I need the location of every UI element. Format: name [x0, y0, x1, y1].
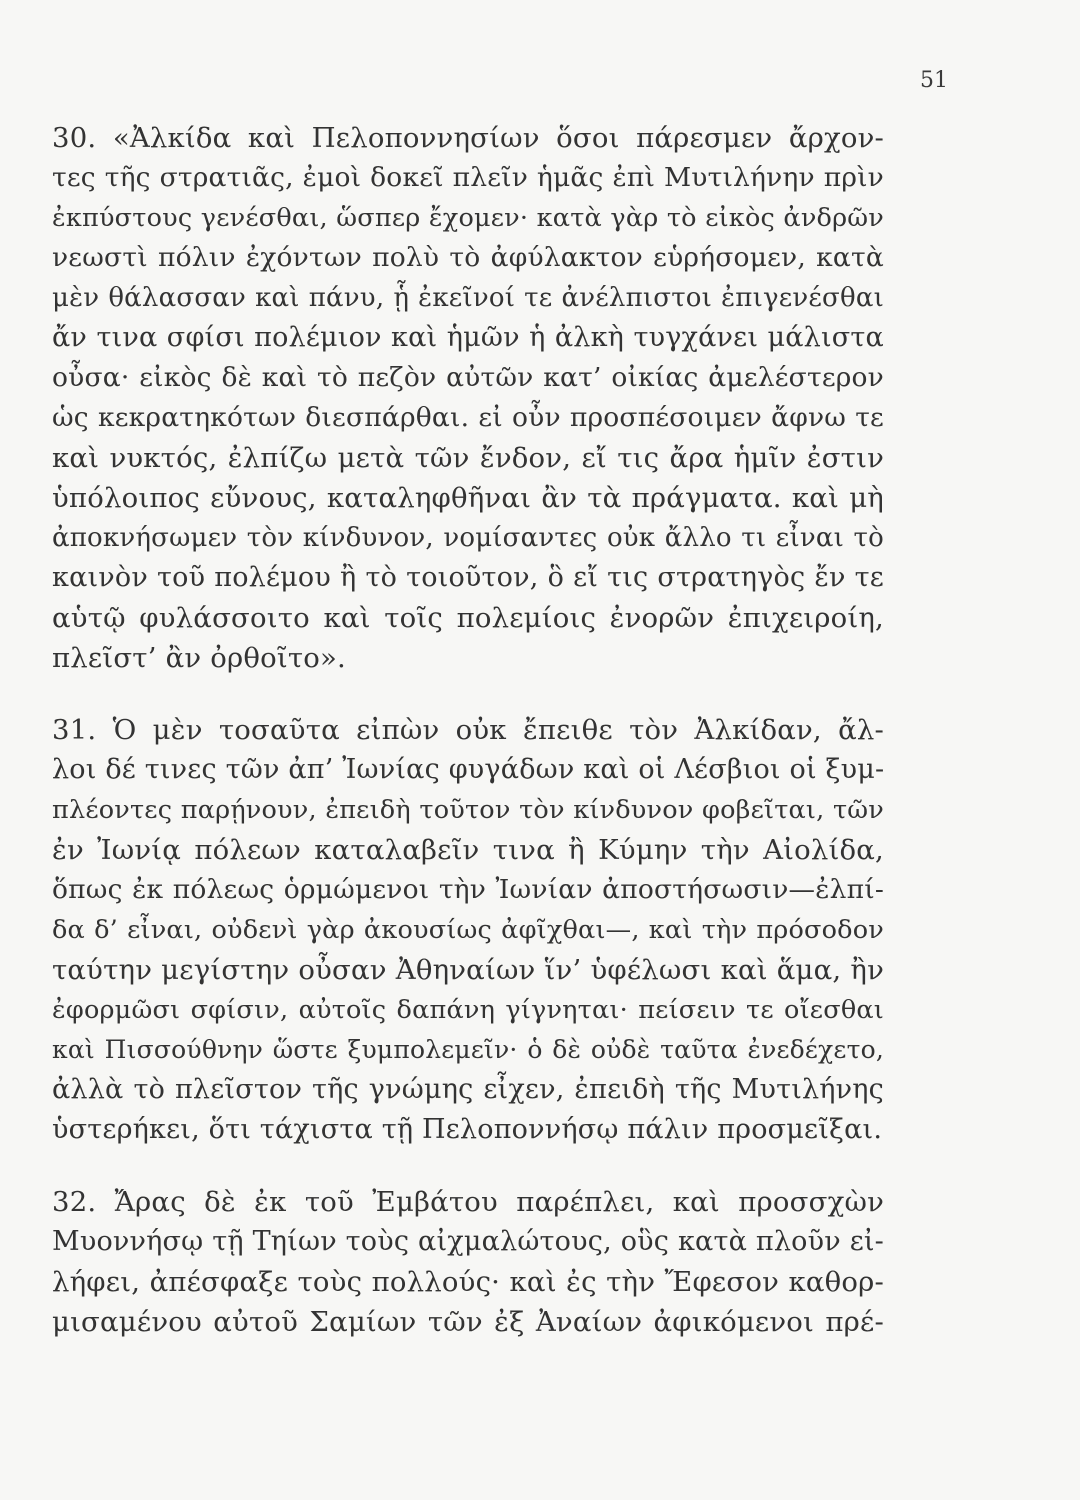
text-line: λοι δέ τινες τῶν ἀπ’ Ἰωνίας φυγάδων καὶ οἱ Λέσβιοι οἱ ξυμ-	[52, 754, 884, 785]
text-line: αὑτῷ φυλάσσοιτο καὶ τοῖς πολεμίοις ἐνορῶν ἐπιχειροίη,	[52, 602, 884, 634]
text-line: νεωστὶ πόλιν ἐχόντων πολὺ τὸ ἀφύλακτον εὑρήσομεν, κατὰ	[52, 242, 884, 273]
text-line: ὅπως ἐκ πόλεως ὁρμώμενοι τὴν Ἰωνίαν ἀποστήσωσιν—ἐλπί-	[52, 874, 884, 905]
text-line: οὖσα· εἰκὸς δὲ καὶ τὸ πεζὸν αὐτῶν κατ’ οἰκίας ἀμελέστερον	[52, 362, 884, 393]
text-line: ὡς κεκρατηκότων διεσπάρθαι. εἰ οὖν προσπέσοιμεν ἄφνω τε	[52, 402, 884, 433]
text-line: Μυοννήσῳ τῇ Τηίων τοὺς αἰχμαλώτους, οὓς κατὰ πλοῦν εἰ-	[52, 1226, 884, 1257]
paragraph-32	[52, 1182, 884, 1342]
paragraph-31	[52, 710, 884, 1150]
text-line: ἐν Ἰωνίᾳ πόλεων καταλαβεῖν τινα ἢ Κύμην τὴν Αἰολίδα,	[52, 834, 884, 866]
text-line: πλέοντες παρῄνουν, ἐπειδὴ τοῦτον τὸν κίνδυνον φοβεῖται, τῶν	[52, 795, 884, 825]
text-line: ὑπόλοιπος εὔνους, καταληφθῆναι ἂν τὰ πράγματα. καὶ μὴ	[52, 482, 884, 514]
text-line: 32. Ἄρας δὲ ἐκ τοῦ Ἐμβάτου παρέπλει, καὶ προσσχὼν	[52, 1186, 884, 1218]
text-line: 30. «Ἀλκίδα καὶ Πελοποννησίων ὅσοι πάρεσμεν ἄρχον-	[52, 122, 884, 154]
text-line: τες τῆς στρατιᾶς, ἐμοὶ δοκεῖ πλεῖν ἡμᾶς ἐπὶ Μυτιλήνην πρὶν	[52, 162, 884, 193]
text-line: μισαμένου αὐτοῦ Σαμίων τῶν ἐξ Ἀναίων ἀφικόμενοι πρέ-	[52, 1306, 884, 1338]
body-text	[52, 118, 884, 1342]
text-line: καὶ Πισσούθνην ὥστε ξυμπολεμεῖν· ὁ δὲ οὐδὲ ταῦτα ἐνεδέχετο,	[52, 1035, 884, 1064]
text-line: δα δ’ εἶναι, οὐδενὶ γὰρ ἀκουσίως ἀφῖχθαι—, καὶ τὴν πρόσοδον	[52, 915, 884, 945]
paragraph-gap	[52, 1150, 884, 1182]
text-line: λήφει, ἀπέσφαξε τοὺς πολλούς· καὶ ἐς τὴν Ἔφεσον καθορ-	[52, 1266, 884, 1298]
text-line: ἀλλὰ τὸ πλεῖστον τῆς γνώμης εἶχεν, ἐπειδὴ τῆς Μυτιλήνης	[52, 1074, 884, 1105]
page-number: 51	[920, 68, 948, 93]
text-line: μὲν θάλασσαν καὶ πάνυ, ᾗ ἐκεῖνοί τε ἀνέλπιστοι ἐπιγενέσθαι	[52, 283, 884, 313]
text-line: καινὸν τοῦ πολέμου ἢ τὸ τοιοῦτον, ὃ εἴ τις στρατηγὸς ἔν τε	[52, 562, 884, 593]
text-line: ἐφορμῶσι σφίσιν, αὐτοῖς δαπάνη γίγνηται· πείσειν τε οἴεσθαι	[52, 995, 884, 1025]
text-line: ἄν τινα σφίσι πολέμιον καὶ ἡμῶν ἡ ἀλκὴ τυγχάνει μάλιστα	[52, 322, 884, 353]
text-line: πλεῖστ’ ἂν ὀρθοῖτο».	[52, 642, 346, 674]
text-line: ἀποκνήσωμεν τὸν κίνδυνον, νομίσαντες οὐκ ἄλλο τι εἶναι τὸ	[52, 523, 884, 553]
text-line: καὶ νυκτός, ἐλπίζω μετὰ τῶν ἔνδον, εἴ τις ἄρα ἡμῖν ἐστιν	[52, 442, 884, 474]
paragraph-gap	[52, 678, 884, 710]
text-line: ἐκπύστους γενέσθαι, ὥσπερ ἔχομεν· κατὰ γὰρ τὸ εἰκὸς ἀνδρῶν	[52, 203, 884, 233]
text-line: 31. Ὁ μὲν τοσαῦτα εἰπὼν οὐκ ἔπειθε τὸν Ἀλκίδαν, ἄλ-	[52, 714, 884, 746]
text-line: ὑστερήκει, ὅτι τάχιστα τῇ Πελοποννήσῳ πάλιν προσμεῖξαι.	[52, 1114, 883, 1145]
text-line: ταύτην μεγίστην οὖσαν Ἀθηναίων ἵν’ ὑφέλωσι καὶ ἅμα, ἢν	[52, 954, 884, 986]
paragraph-30	[52, 118, 884, 678]
